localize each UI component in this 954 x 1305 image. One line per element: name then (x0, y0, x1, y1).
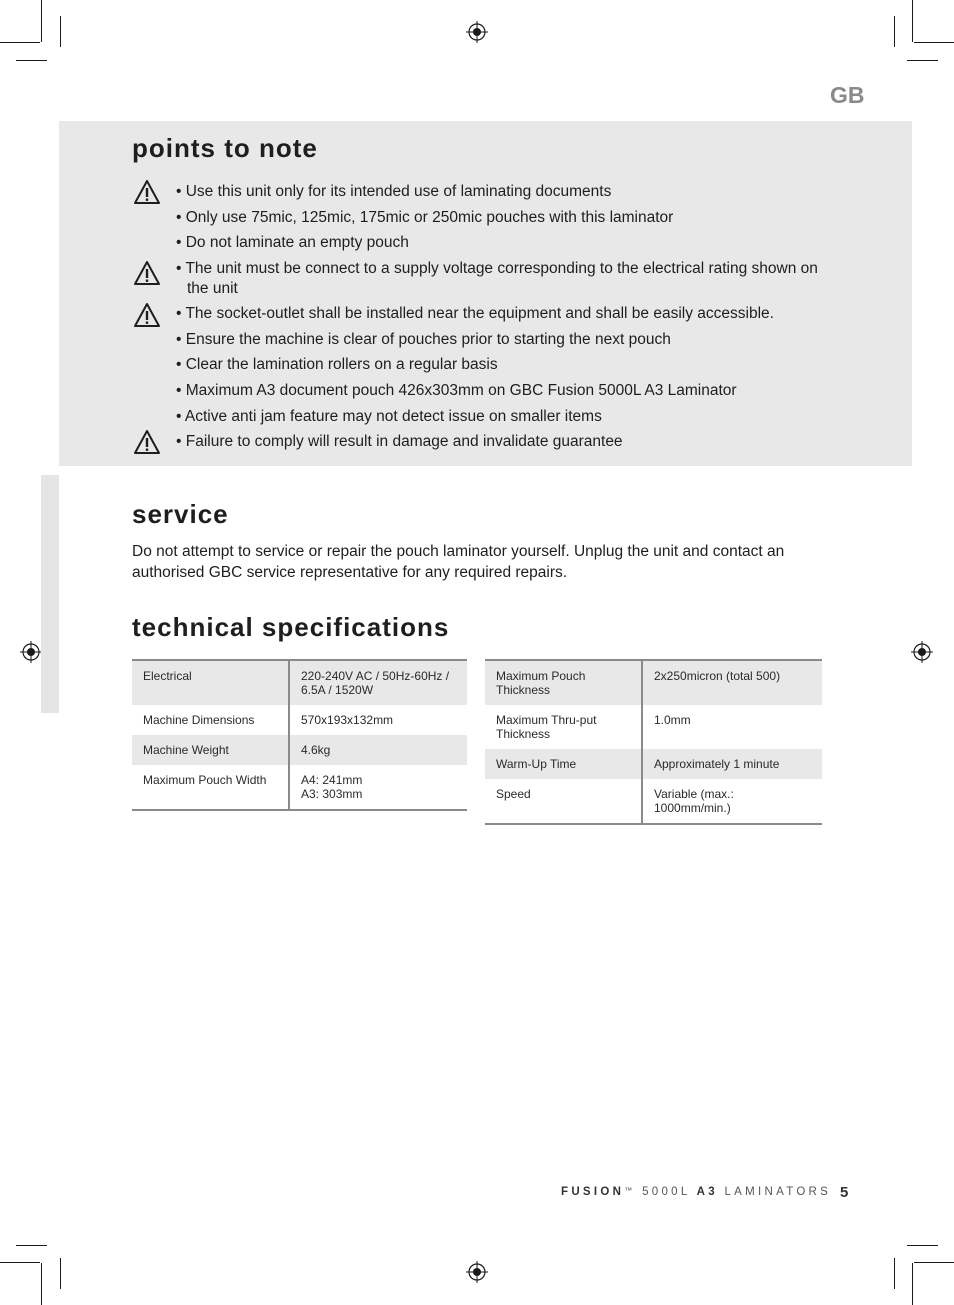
note-item: • Use this unit only for its intended use of laminating documents (176, 183, 612, 200)
table-row (485, 705, 822, 749)
registration-mark-icon (466, 1261, 488, 1283)
side-tab-strip (41, 475, 59, 713)
note-item: • Do not laminate an empty pouch (176, 234, 409, 251)
warning-triangle-icon (133, 260, 161, 286)
language-tag: GB (830, 82, 865, 108)
registration-mark-icon (911, 641, 933, 663)
warning-triangle-icon (133, 179, 161, 205)
spec-value: 220-240V AC / 50Hz-60Hz / 6.5A / 1520W (289, 660, 467, 705)
table-row (132, 765, 467, 810)
spec-value: Approximately 1 minute (642, 749, 822, 779)
table-row (132, 705, 467, 735)
note-item: • Maximum A3 document pouch 426x303mm on GBC Fusion 5000L A3 Laminator (176, 382, 737, 399)
warning-triangle-icon (133, 302, 161, 328)
warning-triangle-icon (133, 429, 161, 455)
note-item: • Ensure the machine is clear of pouches prior to starting the next pouch (176, 331, 671, 348)
note-item: • Active anti jam feature may not detect issue on smaller items (176, 408, 602, 425)
service-heading: service (132, 499, 229, 529)
note-item: • Clear the lamination rollers on a regular basis (176, 356, 498, 373)
note-item: • Failure to comply will result in damage and invalidate guarantee (176, 433, 623, 450)
table-row (132, 660, 467, 705)
note-item: • Only use 75mic, 125mic, 175mic or 250mic pouches with this laminator (176, 209, 674, 226)
points-to-note-heading: points to note (132, 133, 318, 163)
spec-label: Machine Dimensions (132, 705, 289, 735)
registration-mark-icon (466, 21, 488, 43)
spec-value: 4.6kg (289, 735, 467, 765)
spec-label: Maximum Pouch Width (132, 765, 289, 810)
footer-product: LAMINATORS (724, 1186, 832, 1198)
table-row (485, 660, 822, 705)
spec-value: 570x193x132mm (301, 713, 394, 727)
spec-label: Speed (485, 779, 642, 824)
spec-value: 1.0mm (654, 713, 691, 727)
service-text: Do not attempt to service or repair the pouch laminator yourself. Unplug the unit and contact an authorised GBC service representative for any required repairs. (132, 543, 785, 581)
footer-product-name (561, 1186, 831, 1198)
spec-label: Electrical (132, 660, 289, 705)
technical-specifications-heading: technical specifications (132, 612, 450, 642)
registration-mark-icon (20, 641, 42, 663)
footer-size: A3 (696, 1186, 718, 1198)
page-number: 5 (840, 1184, 849, 1201)
footer-brand: FUSION (561, 1186, 625, 1198)
spec-label: Warm-Up Time (485, 749, 642, 779)
spec-table-right (485, 659, 822, 825)
spec-label: Machine Weight (132, 735, 289, 765)
spec-value: 2x250micron (total 500) (642, 660, 822, 705)
spec-value: Variable (max.: 1000mm/min.) (654, 787, 734, 815)
table-row (485, 749, 822, 779)
table-row (132, 735, 467, 765)
spec-label: Maximum Thru-put Thickness (485, 705, 642, 749)
note-item: • The socket-outlet shall be installed near the equipment and shall be easily accessible. (176, 305, 774, 322)
spec-table-left (132, 659, 467, 811)
table-row (485, 779, 822, 824)
spec-value: A4: 241mm A3: 303mm (301, 773, 363, 801)
spec-label: Maximum Pouch Thickness (485, 660, 642, 705)
footer-model: 5000L (642, 1186, 691, 1198)
footer-trademark: ™ (624, 1186, 636, 1195)
note-item: • The unit must be connect to a supply voltage corresponding to the electrical rating shown on the unit (176, 260, 818, 297)
